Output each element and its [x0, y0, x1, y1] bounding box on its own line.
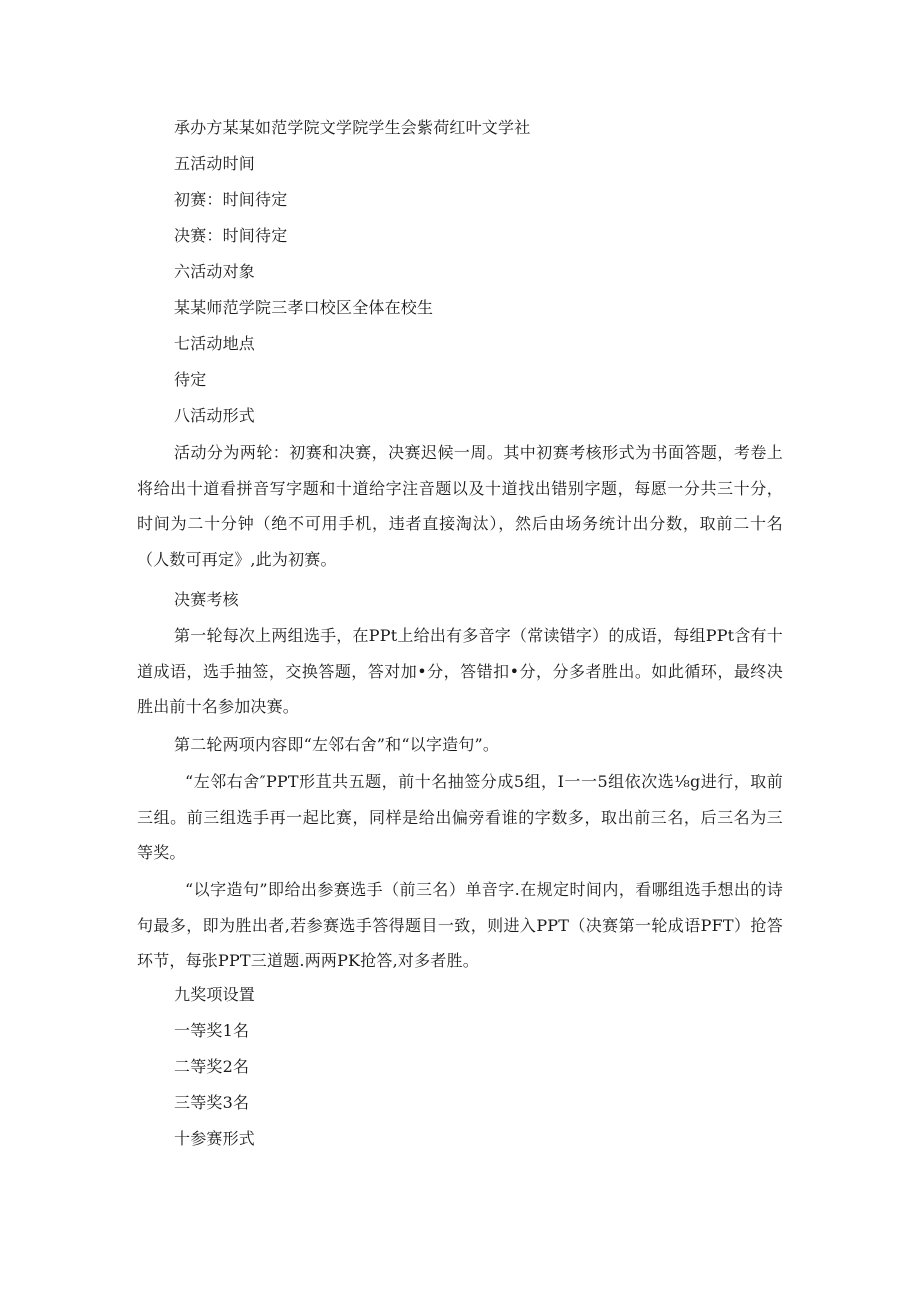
section-heading-entry-format: 十参赛形式	[174, 1129, 256, 1148]
sentence-paragraph: “以字造句”即给出参赛选手（前三名）单音字.在规定时间内，看哪组选手想出的诗句最多，即为胜出者,若参赛选手答得题目一致，则进入PPT（决赛第一轮成语PFT）抢答环节，每张PPT三道题.两两PK抢答,对多者胜。	[137, 880, 783, 970]
section-heading-format: 八活动形式	[174, 406, 256, 425]
section-heading-participants: 六活动对象	[174, 262, 256, 281]
section-heading-time: 五活动时间	[174, 154, 256, 173]
preliminary-time: 初赛：时间待定	[174, 190, 288, 209]
section-heading-location: 七活动地点	[174, 334, 256, 353]
participants-text: 某某师范学院三孝口校区全体在校生	[174, 298, 434, 317]
neighbors-paragraph: “左邻右舍″PPT形苴共五题，前十名抽签分成5组，I一一5组依次选⅛g进行，取前三组。前三组选手再一起比赛，同样是给出偏旁看谁的字数多，取出前三名，后三名为三等奖。	[137, 772, 783, 862]
final-assessment-heading: 决赛考核	[174, 590, 239, 609]
final-time: 决赛：时间待定	[174, 226, 288, 245]
round2-paragraph: 第二轮两项内容即“左邻右舍”和“以字造句”。	[174, 735, 500, 754]
format-paragraph: 活动分为两轮：初赛和决赛，决赛迟候一周。其中初赛考核形式为书面答题，考卷上将给出十道看拼音写字题和十道给字注音题以及十道找出错别字题，每愿一分共三十分，时间为二十分钟（绝不可用手机，违者直接淘汰），然后由场务统计出分数，取前二十名（人数可再定》,此为初赛。	[137, 443, 783, 569]
location-text: 待定	[174, 370, 207, 389]
second-prize: 二等奖2名	[174, 1057, 250, 1076]
first-prize: 一等奖1名	[174, 1021, 250, 1040]
organizer-line: 承办方某某如范学院文学院学生会紫荷红叶文学社	[174, 118, 531, 137]
round1-paragraph: 第一轮每次上两组选手，在PPt上给出有多音字（常读错字）的成语，每组PPt含有十道成语，选手抽签，交换答题，答对加•分，答错扣•分，分多者胜出。如此循环，最终决胜出前十名参加决赛。	[137, 626, 783, 716]
section-heading-prizes: 九奖项设置	[174, 985, 256, 1004]
third-prize: 三等奖3名	[174, 1093, 250, 1112]
